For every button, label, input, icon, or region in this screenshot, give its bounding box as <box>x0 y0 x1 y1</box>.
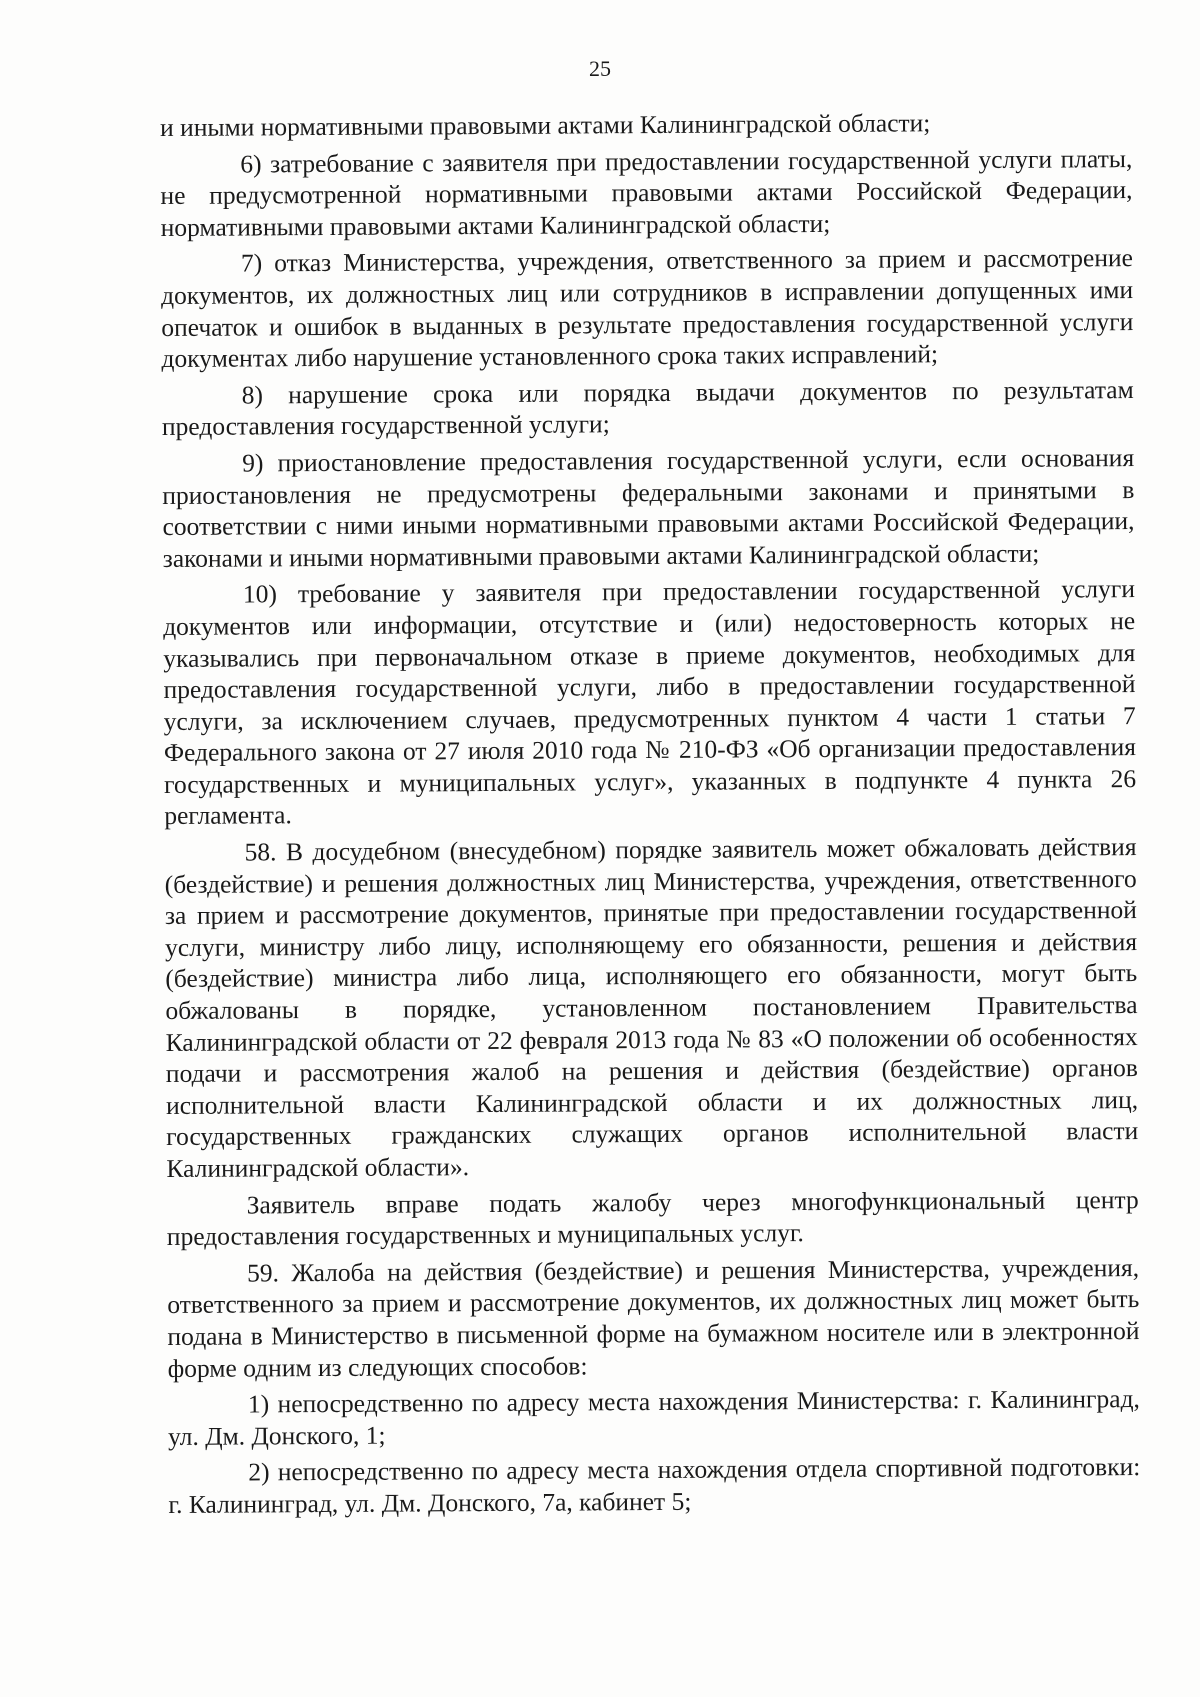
page-number: 25 <box>589 56 611 81</box>
item-9-paragraph: 9) приостановление предоставления государственной услуги, если основания приостановления не предусмотрены федеральными законами и принятыми в соответствии с ними иными нормативными правовыми актами Российской Федерации, законами и иными нормативными правовыми актами Калининградской области; <box>162 442 1135 573</box>
item-8-paragraph: 8) нарушение срока или порядка выдачи документов по результатам предоставления государственной услуги; <box>161 374 1134 442</box>
document-body <box>160 106 1141 1520</box>
clause-59-paragraph: 59. Жалоба на действия (бездействие) и решения Министерства, учреждения, ответственного за прием и рассмотрение документов, их должностных лиц может быть подана в Министерство в письменной форме на бумажном носителе или в электронной форме одним из следующих способов: <box>167 1252 1140 1383</box>
method-1-paragraph: 1) непосредственно по адресу места нахождения Министерства: г. Калининград, ул. Дм. Донского, 1; <box>168 1384 1140 1451</box>
method-2-paragraph: 2) непосредственно по адресу места нахождения отдела спортивной подготовки: г. Калининград, ул. Дм. Донского, 7а, кабинет 5; <box>168 1452 1141 1519</box>
clause-58-paragraph: 58. В досудебном (внесудебном) порядке заявитель может обжаловать действия (бездействие) и решения должностных лиц Министерства, учреждения, ответственного за прием и рассмотрение документов, принятые при предоставлении государственной услуги, министру либо лицу, исполняющему его обязанности, решения и действия (бездействие) министра либо лица, исполняющего его обязанности, могут быть обжалованы в порядке, установленном постановлением Правительства Калининградской области от 22 февраля 2013 года № 83 «О положении об особенностях подачи и рассмотрения жалоб на решения и действия (бездействие) органов исполнительной власти Калининградской области и их должностных лиц, государственных гражданских служащих органов исполнительной власти Калининградской области». <box>164 832 1139 1183</box>
item-7-paragraph: 7) отказ Министерства, учреждения, ответственного за прием и рассмотрение документов, их должностных лиц или сотрудников в исправлении допущенных ими опечаток и ошибок в выданных в результате предоставления государственной услуги документах либо нарушение установленного срока таких исправлений; <box>161 243 1134 374</box>
item-6-paragraph: 6) затребование с заявителя при предоставлении государственной услуги платы, не предусмотренной нормативными правовыми актами Российской Федерации, нормативными правовыми актами Калининградской области; <box>160 143 1133 242</box>
paragraph-continuation: и иными нормативными правовыми актами Калининградской области; <box>160 108 931 142</box>
item-10-paragraph: 10) требование у заявителя при предоставлении государственной услуги документов или информации, отсутствие и (или) недостоверность которых не указывались при первоначальном отказе в приеме документов, необходимых для предоставления государственной услуги, либо в предоставлении государственной услуги, за исключением случаев, предусмотренных пунктом 4 части 1 статьи 7 Федерального закона от 27 июля 2010 года № 210-ФЗ «Об организации предоставления государственных и муниципальных услуг», указанных в подпункте 4 пункта 26 регламента. <box>163 574 1137 831</box>
clause-58-note-paragraph: Заявитель вправе подать жалобу через многофункциональный центр предоставления государственных и муниципальных услуг. <box>166 1184 1139 1252</box>
